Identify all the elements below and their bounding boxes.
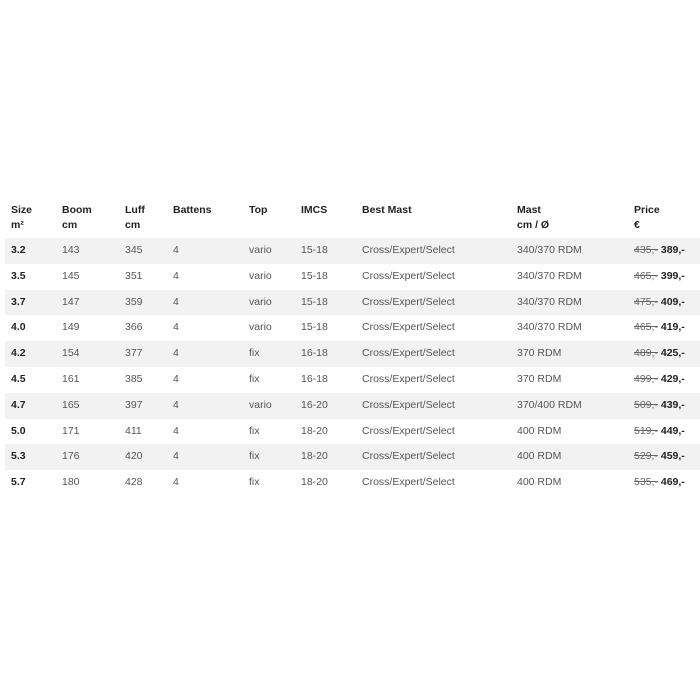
boom-cell: 154 xyxy=(62,347,80,360)
new-price: 469,- xyxy=(660,476,685,489)
boom-cell: 147 xyxy=(62,295,80,308)
header-top xyxy=(249,203,267,218)
old-price: 529,- xyxy=(634,450,658,463)
table-body xyxy=(5,238,700,496)
mast-cell: 370/400 RDM xyxy=(517,398,582,411)
luff-cell: 366 xyxy=(125,321,143,334)
boom-cell: 176 xyxy=(62,450,80,463)
price-cell xyxy=(634,315,685,341)
imcs-cell: 18-20 xyxy=(301,476,328,489)
new-price: 409,- xyxy=(660,295,685,308)
table-header xyxy=(5,200,700,238)
old-price: 519,- xyxy=(634,424,658,437)
battens-cell: 4 xyxy=(173,424,179,437)
mast-cell: 340/370 RDM xyxy=(517,295,582,308)
battens-cell: 4 xyxy=(173,244,179,256)
old-price: 489,- xyxy=(634,347,658,360)
imcs-cell: 15-18 xyxy=(301,244,328,256)
luff-cell: 397 xyxy=(125,398,143,411)
top-cell: fix xyxy=(249,450,260,463)
size-cell: 5.7 xyxy=(11,476,26,489)
header-mast xyxy=(517,203,549,233)
mast-cell: 400 RDM xyxy=(517,450,562,463)
price-cell xyxy=(634,264,685,290)
imcs-cell: 18-20 xyxy=(301,424,328,437)
luff-cell: 428 xyxy=(125,476,143,489)
header-boom-label: Boom xyxy=(62,204,92,216)
luff-cell: 359 xyxy=(125,295,143,308)
mast-cell: 370 RDM xyxy=(517,372,562,385)
size-cell: 5.0 xyxy=(11,424,26,437)
battens-cell: 4 xyxy=(173,372,179,385)
header-size-label: Size xyxy=(11,204,33,216)
old-price: 465,- xyxy=(634,321,658,334)
best-mast-cell: Cross/Expert/Select xyxy=(362,424,455,437)
table-row xyxy=(5,290,700,316)
luff-cell: 385 xyxy=(125,372,143,385)
imcs-cell: 15-18 xyxy=(301,295,328,308)
header-size-unit: m² xyxy=(11,219,24,231)
luff-cell: 420 xyxy=(125,450,143,463)
header-luff xyxy=(125,203,145,233)
new-price: 459,- xyxy=(660,450,685,463)
old-price: 499,- xyxy=(634,372,658,385)
best-mast-cell: Cross/Expert/Select xyxy=(362,372,455,385)
battens-cell: 4 xyxy=(173,476,179,489)
new-price: 399,- xyxy=(660,269,685,282)
mast-cell: 340/370 RDM xyxy=(517,321,582,334)
size-cell: 3.7 xyxy=(11,295,26,308)
boom-cell: 143 xyxy=(62,244,80,256)
new-price: 425,- xyxy=(660,347,685,360)
table-row xyxy=(5,444,700,470)
header-price-label: Price xyxy=(634,204,660,216)
top-cell: fix xyxy=(249,347,260,360)
imcs-cell: 15-18 xyxy=(301,321,328,334)
top-cell: fix xyxy=(249,476,260,489)
new-price: 439,- xyxy=(660,398,685,411)
table-row xyxy=(5,419,700,445)
header-mast-label: Mast xyxy=(517,204,541,216)
header-price xyxy=(634,203,660,233)
header-mast-unit: cm / Ø xyxy=(517,219,550,231)
price-cell xyxy=(634,367,685,393)
top-cell: vario xyxy=(249,269,272,282)
size-cell: 3.2 xyxy=(11,244,26,256)
table-row xyxy=(5,315,700,341)
header-imcs-label: IMCS xyxy=(301,204,328,216)
header-luff-label: Luff xyxy=(125,204,145,216)
imcs-cell: 16-18 xyxy=(301,347,328,360)
old-price: 435,- xyxy=(634,244,658,256)
header-battens-label: Battens xyxy=(173,204,212,216)
mast-cell: 400 RDM xyxy=(517,476,562,489)
battens-cell: 4 xyxy=(173,450,179,463)
battens-cell: 4 xyxy=(173,269,179,282)
header-best-mast xyxy=(362,203,412,218)
boom-cell: 161 xyxy=(62,372,80,385)
table-row xyxy=(5,367,700,393)
size-cell: 4.5 xyxy=(11,372,26,385)
header-imcs xyxy=(301,203,327,218)
top-cell: vario xyxy=(249,244,272,256)
table-row xyxy=(5,264,700,290)
boom-cell: 165 xyxy=(62,398,80,411)
table-row xyxy=(5,238,700,264)
header-size xyxy=(11,203,32,233)
old-price: 509,- xyxy=(634,398,658,411)
luff-cell: 411 xyxy=(125,424,142,437)
battens-cell: 4 xyxy=(173,321,179,334)
size-cell: 5.3 xyxy=(11,450,26,463)
new-price: 419,- xyxy=(660,321,685,334)
mast-cell: 370 RDM xyxy=(517,347,562,360)
boom-cell: 180 xyxy=(62,476,80,489)
best-mast-cell: Cross/Expert/Select xyxy=(362,295,455,308)
top-cell: fix xyxy=(249,372,260,385)
boom-cell: 145 xyxy=(62,269,80,282)
battens-cell: 4 xyxy=(173,398,179,411)
top-cell: vario xyxy=(249,295,272,308)
best-mast-cell: Cross/Expert/Select xyxy=(362,450,455,463)
price-cell xyxy=(634,444,685,470)
old-price: 475,- xyxy=(634,295,658,308)
imcs-cell: 16-18 xyxy=(301,372,328,385)
header-luff-unit: cm xyxy=(125,219,141,231)
table-row xyxy=(5,341,700,367)
imcs-cell: 15-18 xyxy=(301,269,328,282)
header-price-unit: € xyxy=(634,219,640,231)
luff-cell: 345 xyxy=(125,244,143,256)
price-cell xyxy=(634,393,685,419)
best-mast-cell: Cross/Expert/Select xyxy=(362,244,455,256)
new-price: 389,- xyxy=(660,244,685,256)
luff-cell: 377 xyxy=(125,347,143,360)
spec-table xyxy=(5,200,700,496)
best-mast-cell: Cross/Expert/Select xyxy=(362,347,455,360)
mast-cell: 340/370 RDM xyxy=(517,244,582,256)
best-mast-cell: Cross/Expert/Select xyxy=(362,321,455,334)
mast-cell: 340/370 RDM xyxy=(517,269,582,282)
top-cell: fix xyxy=(249,424,260,437)
battens-cell: 4 xyxy=(173,347,179,360)
price-cell xyxy=(634,419,685,445)
boom-cell: 149 xyxy=(62,321,80,334)
price-cell xyxy=(634,470,685,496)
best-mast-cell: Cross/Expert/Select xyxy=(362,476,455,489)
top-cell: vario xyxy=(249,398,272,411)
header-best-mast-label: Best Mast xyxy=(362,204,412,216)
header-top-label: Top xyxy=(249,204,268,216)
imcs-cell: 16-20 xyxy=(301,398,328,411)
top-cell: vario xyxy=(249,321,272,334)
new-price: 449,- xyxy=(660,424,685,437)
imcs-cell: 18-20 xyxy=(301,450,328,463)
mast-cell: 400 RDM xyxy=(517,424,562,437)
header-boom xyxy=(62,203,92,233)
boom-cell: 171 xyxy=(62,424,80,437)
best-mast-cell: Cross/Expert/Select xyxy=(362,398,455,411)
size-cell: 4.2 xyxy=(11,347,26,360)
new-price: 429,- xyxy=(660,372,685,385)
price-cell xyxy=(634,238,685,264)
battens-cell: 4 xyxy=(173,295,179,308)
price-cell xyxy=(634,290,685,316)
old-price: 465,- xyxy=(634,269,658,282)
old-price: 535,- xyxy=(634,476,658,489)
price-cell xyxy=(634,341,685,367)
table-row xyxy=(5,393,700,419)
header-boom-unit: cm xyxy=(62,219,78,231)
header-battens xyxy=(173,203,212,218)
size-cell: 3.5 xyxy=(11,269,26,282)
size-cell: 4.0 xyxy=(11,321,26,334)
best-mast-cell: Cross/Expert/Select xyxy=(362,269,455,282)
table-row xyxy=(5,470,700,496)
luff-cell: 351 xyxy=(125,269,143,282)
size-cell: 4.7 xyxy=(11,398,26,411)
